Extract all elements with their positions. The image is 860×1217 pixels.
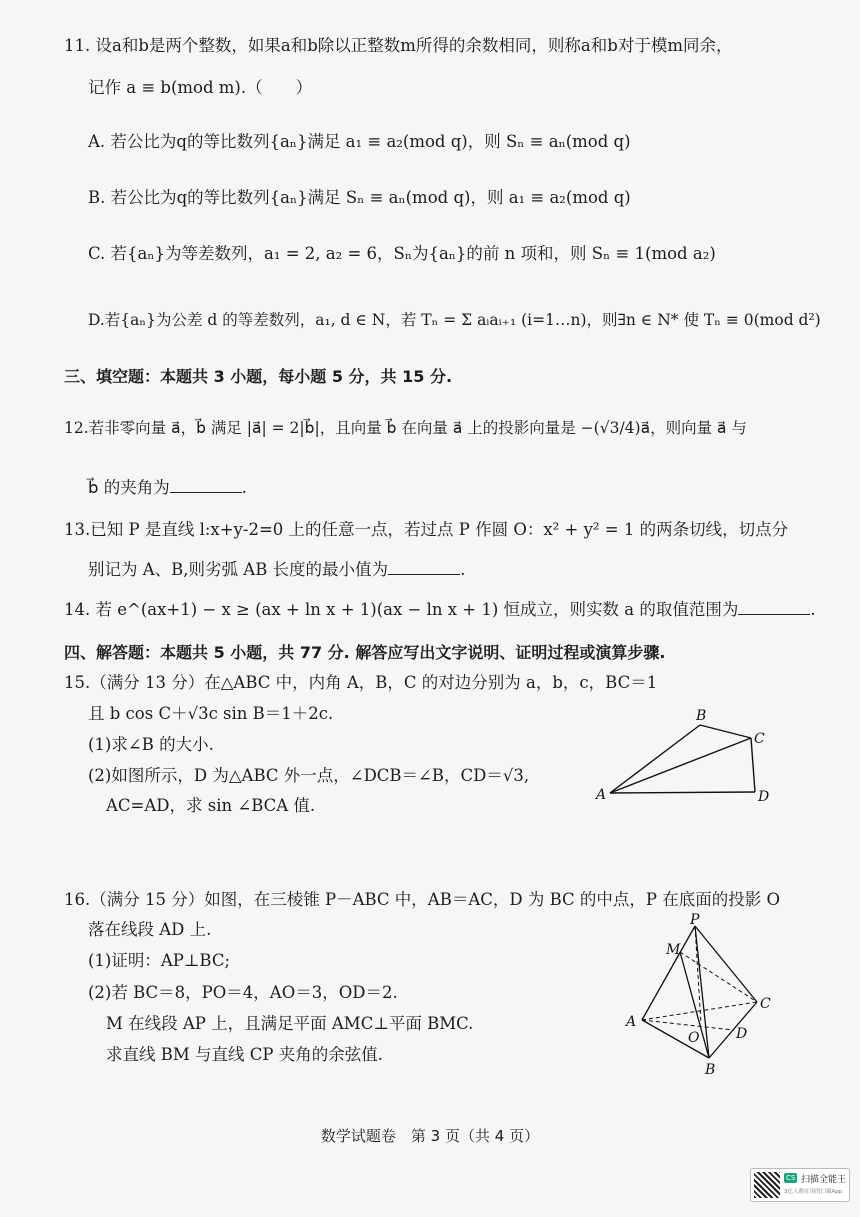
badge-title: 扫描全能王 bbox=[801, 1175, 847, 1185]
q16-label-c: C bbox=[760, 996, 771, 1012]
q16-line2: 落在线段 AD 上. bbox=[88, 920, 212, 939]
q15-label-a: A bbox=[596, 787, 607, 803]
qr-code-icon bbox=[754, 1172, 780, 1198]
section-3-heading: 三、填空题：本题共 3 小题，每小题 5 分，共 15 分. bbox=[64, 367, 453, 386]
q11-stem-line1: 11. 设a和b是两个整数，如果a和b除以正整数m所得的余数相同，则称a和b对于模m同余， bbox=[64, 36, 733, 55]
q15-triangle-figure bbox=[592, 704, 782, 804]
q15-line1: 15.（满分 13 分）在△ABC 中，内角 A，B，C 的对边分别为 a，b，c，BC＝1 bbox=[64, 673, 658, 692]
q15-part1: (1)求∠B 的大小. bbox=[88, 735, 214, 754]
q16-label-o: O bbox=[688, 1030, 700, 1046]
q16-label-d: D bbox=[736, 1026, 748, 1042]
q14-answer-blank[interactable] bbox=[738, 600, 810, 615]
q15-line2: 且 b cos C＋√3c sin B＝1＋2c. bbox=[88, 704, 334, 723]
q11-option-b: B. 若公比为q的等比数列{aₙ}满足 Sₙ ≡ aₙ(mod q)，则 a₁ ≡ a₂(mod q) bbox=[88, 188, 631, 207]
q15-part2-cont: AC=AD，求 sin ∠BCA 值. bbox=[106, 796, 316, 815]
q15-part2: (2)如图所示，D 为△ABC 外一点，∠DCB＝∠B，CD＝√3, bbox=[88, 766, 530, 785]
q11-option-a: A. 若公比为q的等比数列{aₙ}满足 a₁ ≡ a₂(mod q)，则 Sₙ ≡ aₙ(mod q) bbox=[88, 132, 631, 151]
badge-subtitle: 3亿人都在用的扫描App bbox=[784, 1189, 843, 1195]
q12-line2 bbox=[88, 474, 247, 498]
q16-label-b: B bbox=[705, 1062, 716, 1078]
q13-answer-blank[interactable] bbox=[388, 560, 460, 575]
q12-line1: 12.若非零向量 a⃗，b⃗ 满足 |a⃗| = 2|b⃗|，且向量 b⃗ 在向量 a⃗ 上的投影向量是 −(√3/4)a⃗，则向量 a⃗ 与 bbox=[64, 419, 747, 437]
q13-prompt: 别记为 A、B,则劣弧 AB 长度的最小值为 bbox=[88, 560, 389, 579]
scanner-watermark-badge bbox=[750, 1168, 850, 1202]
cs-logo-icon: CS bbox=[786, 1174, 796, 1182]
q16-line1: 16.（满分 15 分）如图，在三棱锥 P－ABC 中，AB＝AC，D 为 BC 的中点，P 在底面的投影 O bbox=[64, 890, 781, 909]
q13-line1: 13.已知 P 是直线 l:x+y-2=0 上的任意一点，若过点 P 作圆 O：x² + y² = 1 的两条切线，切点分 bbox=[64, 520, 789, 539]
q11-option-d: D.若{aₙ}为公差 d 的等差数列，a₁, d ∈ N，若 Tₙ = Σ aᵢaᵢ₊₁ (i=1…n)，则∃n ∈ N* 使 Tₙ ≡ 0(mod d²) bbox=[88, 311, 821, 329]
q15-label-c: C bbox=[754, 731, 765, 747]
q16-label-a: A bbox=[626, 1014, 637, 1030]
q12-period: . bbox=[241, 478, 247, 497]
q11-option-c: C. 若{aₙ}为等差数列，a₁ = 2, a₂ = 6，Sₙ为{aₙ}的前 n 项和，则 Sₙ ≡ 1(mod a₂) bbox=[88, 244, 716, 263]
q11-stem-line2: 记作 a ≡ b(mod m).（ ） bbox=[88, 78, 313, 97]
q14-prompt: 14. 若 e^(ax+1) − x ≥ (ax + ln x + 1)(ax − ln x + 1) 恒成立，则实数 a 的取值范围为 bbox=[64, 600, 739, 619]
q13-period: . bbox=[460, 560, 466, 579]
q16-part2: (2)若 BC＝8，PO＝4，AO＝3，OD＝2. bbox=[88, 983, 398, 1002]
q16-pyramid-figure bbox=[620, 912, 780, 1078]
q12-prompt: b⃗ 的夹角为 bbox=[88, 478, 170, 497]
q16-part2-ask: 求直线 BM 与直线 CP 夹角的余弦值. bbox=[106, 1045, 383, 1064]
q14-period: . bbox=[810, 600, 816, 619]
section-4-heading: 四、解答题：本题共 5 小题，共 77 分. 解答应写出文字说明、证明过程或演算步骤. bbox=[64, 643, 666, 662]
q16-label-m: M bbox=[666, 942, 681, 958]
q12-answer-blank[interactable] bbox=[170, 478, 242, 493]
q15-label-b: B bbox=[696, 708, 707, 724]
q14-line1 bbox=[64, 596, 816, 620]
q15-label-d: D bbox=[758, 789, 770, 804]
page-footer: 数学试题卷 第 3 页（共 4 页） bbox=[320, 1127, 540, 1145]
q16-part2-cond: M 在线段 AP 上，且满足平面 AMC⊥平面 BMC. bbox=[106, 1014, 474, 1033]
q16-label-p: P bbox=[690, 912, 700, 928]
q13-line2 bbox=[88, 556, 465, 580]
q16-part1: (1)证明：AP⊥BC; bbox=[88, 951, 231, 970]
